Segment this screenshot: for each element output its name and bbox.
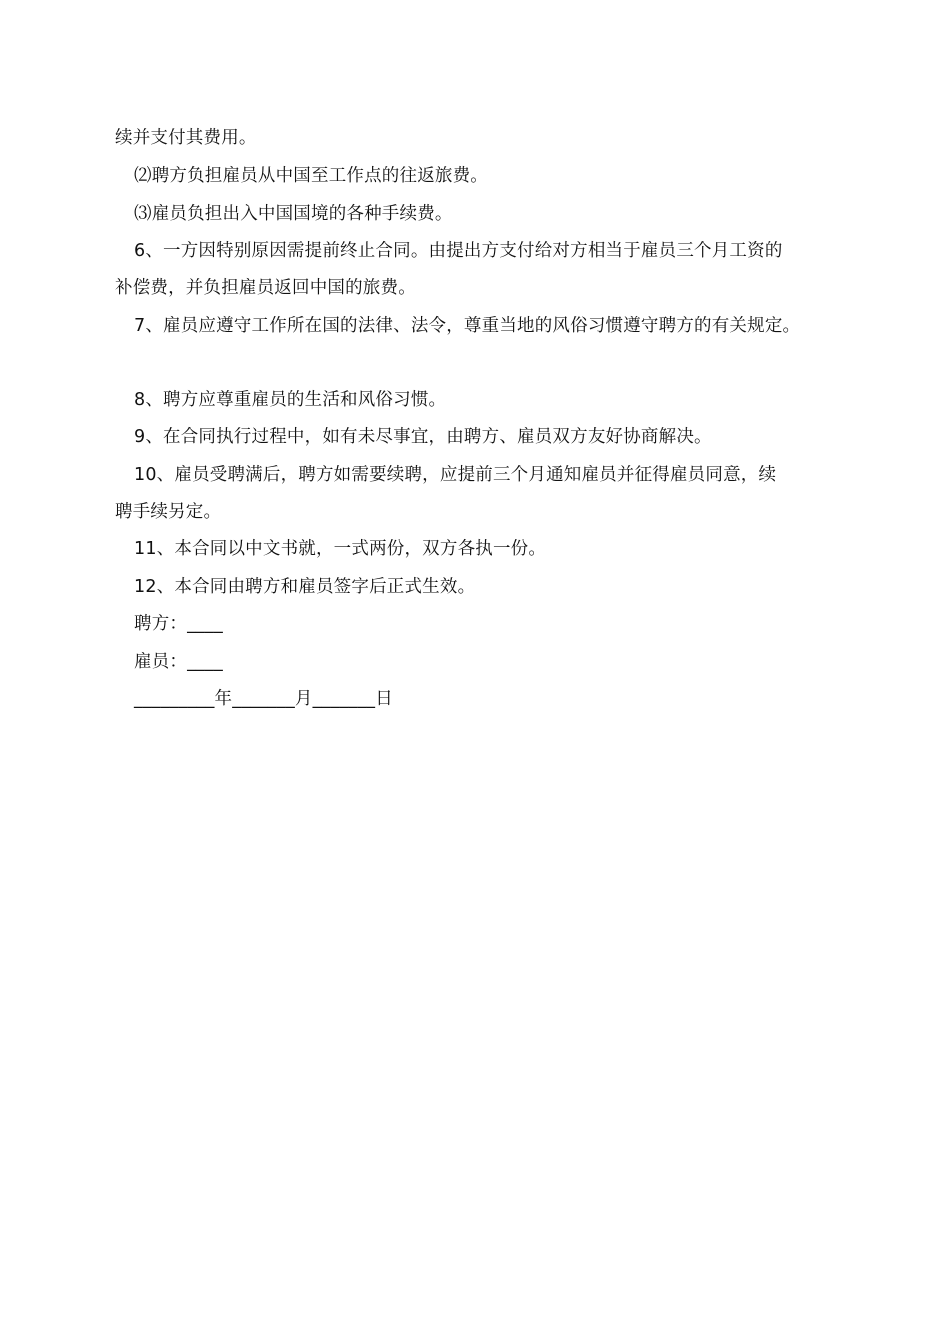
clause-12: 12、本合同由聘方和雇员签字后正式生效。	[134, 577, 476, 597]
date-line: _________年_______月_______日	[134, 689, 393, 709]
clause-10: 10、雇员受聘满后，聘方如需要续聘，应提前三个月通知雇员并征得雇员同意，续	[134, 465, 777, 485]
clause-7: 7、雇员应遵守工作所在国的法律、法令，尊重当地的风俗习惯遵守聘方的有关规定。	[134, 316, 801, 336]
clause-5-continuation: 续并支付其费用。	[115, 128, 257, 148]
clause-6: 6、一方因特别原因需提前终止合同。由提出方支付给对方相当于雇员三个月工资的	[134, 241, 783, 261]
employee-signature-line: 雇员：____	[134, 652, 223, 672]
clause-8: 8、聘方应尊重雇员的生活和风俗习惯。	[134, 390, 447, 410]
clause-5-item-2: ⑵聘方负担雇员从中国至工作点的往返旅费。	[134, 166, 488, 186]
clause-5-item-3: ⑶雇员负担出入中国国境的各种手续费。	[134, 204, 453, 224]
clause-9: 9、在合同执行过程中，如有未尽事宜，由聘方、雇员双方友好协商解决。	[134, 427, 712, 447]
clause-10-continuation: 聘手续另定。	[115, 502, 222, 522]
employer-signature-line: 聘方：____	[134, 614, 223, 634]
clause-11: 11、本合同以中文书就，一式两份，双方各执一份。	[134, 539, 547, 559]
clause-6-continuation: 补偿费，并负担雇员返回中国的旅费。	[115, 278, 416, 298]
